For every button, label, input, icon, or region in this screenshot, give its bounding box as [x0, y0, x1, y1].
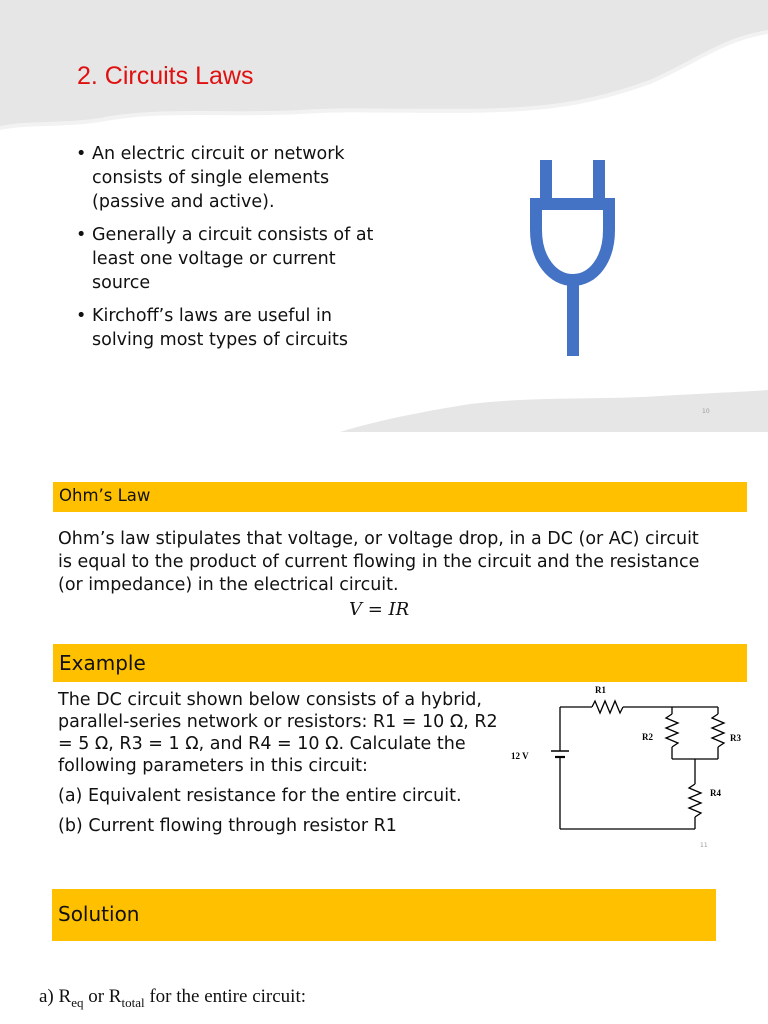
r3-label: R3	[730, 733, 741, 743]
solution-header: Solution	[58, 902, 140, 926]
solution-line	[39, 986, 306, 1011]
solution-subscript-total: total	[121, 994, 145, 1010]
r2-label: R2	[642, 732, 653, 742]
example-header-bar	[53, 644, 747, 682]
ohms-law-text: Ohm’s law stipulates that voltage, or voltage drop, in a DC (or AC) circuit is equal to the product of current flowing in the circuit and the resistance (or impedance) in the electrical circuit.	[58, 529, 700, 595]
circuit-diagram	[505, 679, 755, 849]
resistor-r3	[712, 714, 724, 747]
slide-circuits-laws	[0, 0, 768, 432]
solution-prefix: a) R	[39, 986, 72, 1007]
page-number: 10	[702, 408, 710, 415]
source-label: 12 V	[511, 751, 529, 761]
ohms-law-formula: V = IR	[349, 599, 410, 620]
ohms-law-header-bar	[53, 482, 747, 512]
bullet-item: • An electric circuit or network consists of single elements (passive and active).	[76, 142, 376, 214]
example-text: The DC circuit shown below consists of a hybrid, parallel-series network or resistors: R1 = 10 Ω, R2 = 5 Ω, R3 = 1 Ω, and R4 = 10 Ω. Calculate the following parameters in this circuit:	[58, 690, 498, 776]
solution-subscript-eq: eq	[71, 994, 84, 1010]
slide-ohms-law	[0, 444, 768, 862]
example-header: Example	[59, 651, 146, 675]
example-part-a: (a) Equivalent resistance for the entire circuit.	[58, 786, 462, 806]
electric-plug-icon	[528, 160, 618, 360]
r4-label: R4	[710, 788, 721, 798]
solution-suffix: for the entire circuit:	[144, 986, 307, 1007]
resistor-r4	[689, 784, 701, 817]
solution-header-bar	[52, 889, 716, 941]
resistor-r2	[666, 714, 678, 747]
slide-solution	[0, 874, 768, 1024]
bullet-item: • Generally a circuit consists of at least one voltage or current source	[76, 223, 376, 295]
resistor-r1	[592, 701, 623, 713]
solution-mid: or R	[83, 986, 122, 1007]
slide-title: 2. Circuits Laws	[77, 62, 254, 90]
bullet-list	[76, 142, 376, 361]
bullet-item: • Kirchoff’s laws are useful in solving most types of circuits	[76, 304, 376, 352]
page-number: 11	[700, 842, 708, 849]
example-part-b: (b) Current flowing through resistor R1	[58, 816, 397, 836]
ohms-law-header: Ohm’s Law	[59, 486, 151, 505]
r1-label: R1	[595, 685, 606, 695]
